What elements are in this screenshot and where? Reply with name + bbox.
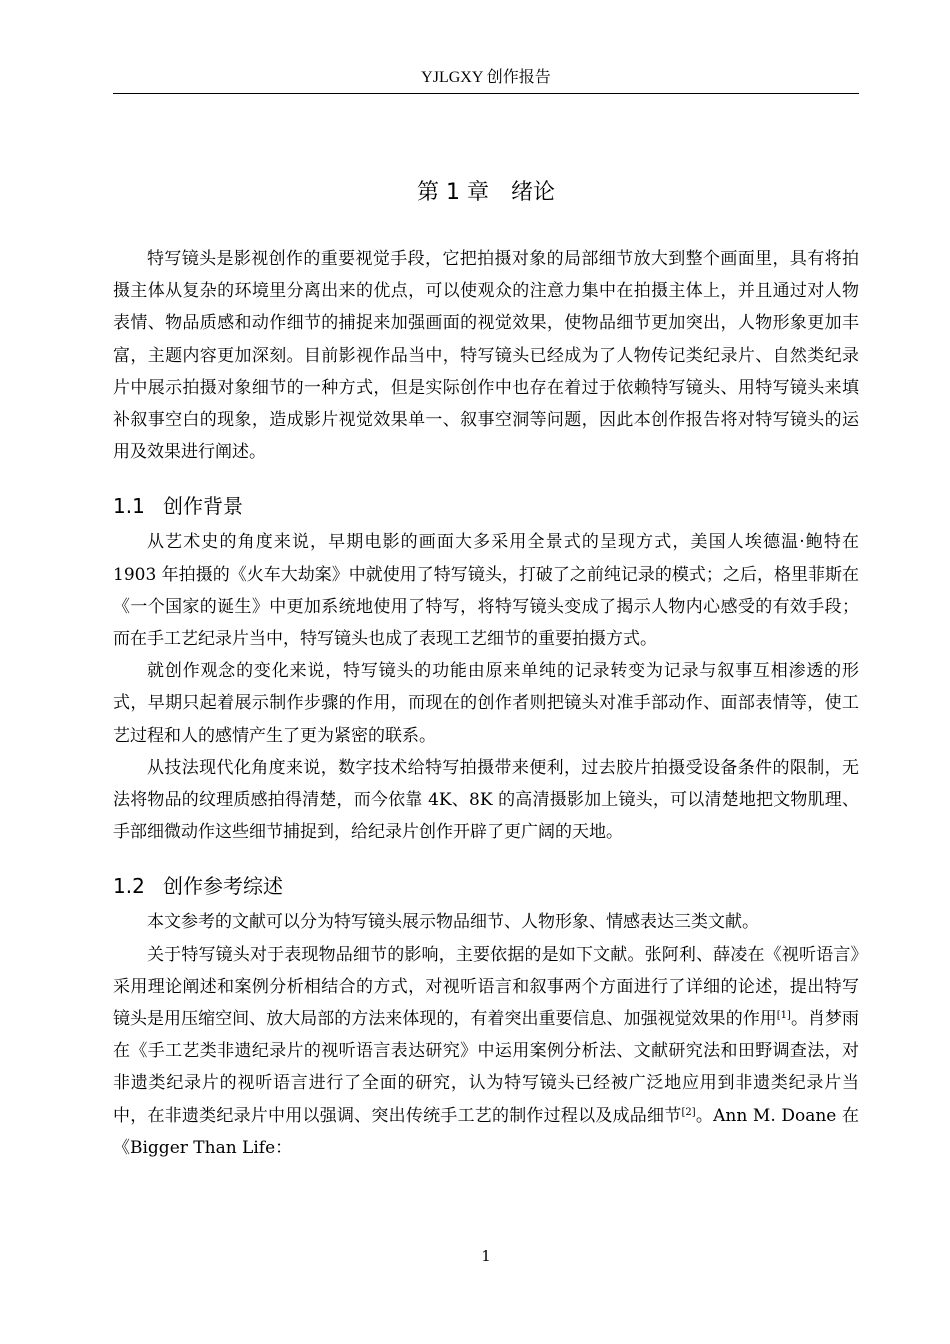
chapter-title: 第 1 章 绪论: [417, 180, 555, 205]
section-number: 1.2: [113, 874, 145, 899]
section-title: 创作背景: [163, 494, 243, 519]
section-number: 1.1: [113, 494, 145, 519]
body-paragraph: 从技法现代化角度来说，数字技术给特写拍摄带来便利，过去胶片拍摄受设备条件的限制，无法将物品的纹理质感拍得清楚，而今依靠 4K、8K 的高清摄影加上镜头，可以清楚地把文物肌理、手部细微动作这些细节捕捉到，给纪录片创作开辟了更广阔的天地。: [113, 757, 859, 843]
document-body: [113, 243, 859, 1164]
body-paragraph-with-citations: [113, 939, 859, 1164]
body-paragraph: 从艺术史的角度来说，早期电影的画面大多采用全景式的呈现方式，美国人埃德温·鲍特在 1903 年拍摄的《火车大劫案》中就使用了特写镜头，打破了之前纯记录的模式；之后，格里菲斯在《一个国家的诞生》中更加系统地使用了特写，将特写镜头变成了揭示人物内心感受的有效手段；而在手工艺纪录片当中，特写镜头也成了表现工艺细节的重要拍摄方式。: [113, 532, 859, 650]
intro-paragraph: 特写镜头是影视创作的重要视觉手段，它把拍摄对象的局部细节放大到整个画面里，具有将拍摄主体从复杂的环境里分离出来的优点，可以使观众的注意力集中在拍摄主体上，并且通过对人物表情、物品质感和动作细节的捕捉来加强画面的视觉效果，使物品细节更加突出，人物形象更加丰富，主题内容更加深刻。目前影视作品当中，特写镜头已经成为了人物传记类纪录片、自然类纪录片中展示拍摄对象细节的一种方式，但是实际创作中也存在着过于依赖特写镜头、用特写镜头来填补叙事空白的现象，造成影片视觉效果单一、叙事空洞等问题，因此本创作报告将对特写镜头的运用及效果进行阐述。: [113, 249, 859, 463]
section-heading-1-2: [113, 870, 859, 902]
page-number: 1: [481, 1247, 491, 1265]
paragraph-text: 。肖梦雨在《手工艺类非遗纪录片的视听语言表达研究》中运用案例分析法、文献研究法和田野调查法，对非遗类纪录片的视听语言进行了全面的研究，认为特写镜头已经被广泛地应用到非遗类纪录片当中，在非遗类纪录片中用以强调、突出传统手工艺的制作过程以及成品细节: [113, 1009, 859, 1126]
page-header: YJLGXY 创作报告: [421, 69, 551, 86]
citation-ref[interactable]: [2]: [681, 1106, 696, 1118]
paragraph-text: 。Ann M. Doane 在《Bigger Than Life：: [113, 1105, 859, 1158]
body-paragraph: 本文参考的文献可以分为特写镜头展示物品细节、人物形象、情感表达三类文献。: [147, 912, 759, 933]
header-rule: [113, 93, 859, 94]
citation-ref[interactable]: [1]: [776, 1010, 791, 1022]
section-title: 创作参考综述: [163, 874, 283, 899]
paragraph-text: 关于特写镜头对于表现物品细节的影响，主要依据的是如下文献。张阿利、薛凌在《视听语言》采用理论阐述和案例分析相结合的方式，对视听语言和叙事两个方面进行了详细的论述，提出特写镜头是用压缩空间、放大局部的方法来体现的，有着突出重要信息、加强视觉效果的作用: [113, 944, 859, 1030]
body-paragraph: 就创作观念的变化来说，特写镜头的功能由原来单纯的记录转变为记录与叙事互相渗透的形式，早期只起着展示制作步骤的作用，而现在的创作者则把镜头对准手部动作、面部表情等，使工艺过程和人的感情产生了更为紧密的联系。: [113, 661, 859, 746]
section-heading-1-1: [113, 490, 859, 522]
